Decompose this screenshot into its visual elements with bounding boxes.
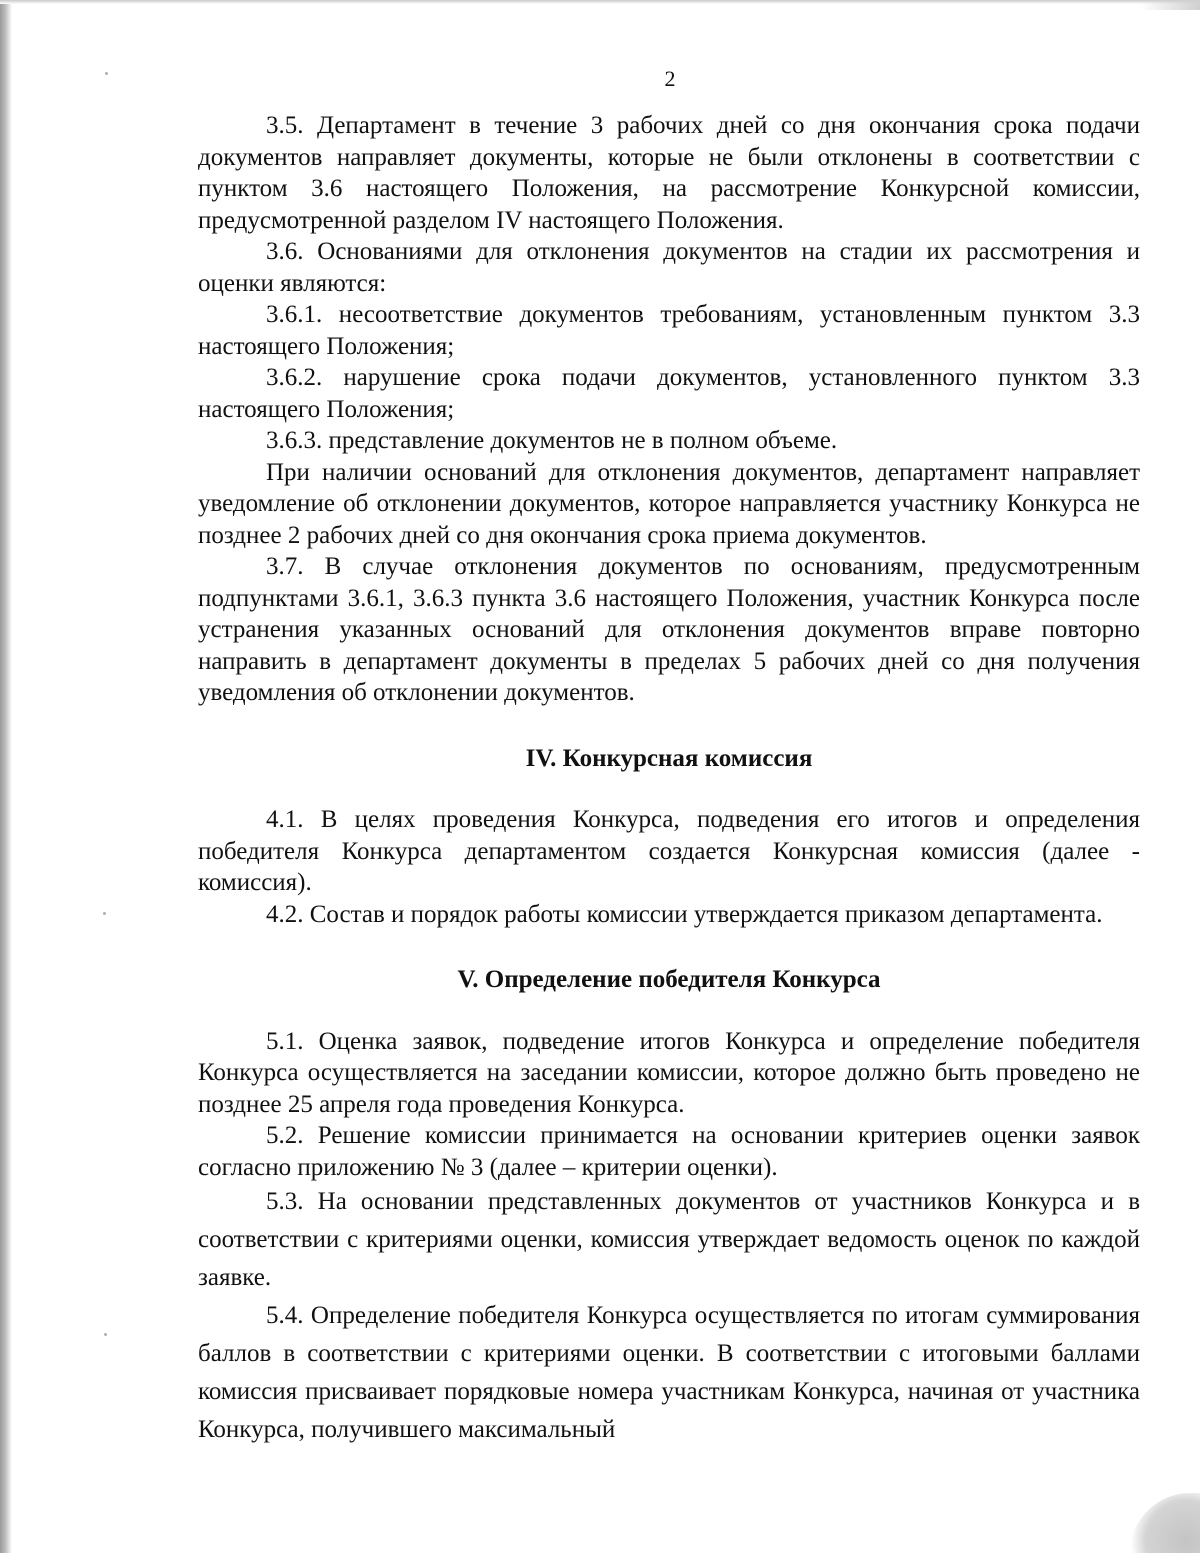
paragraph-3-7: 3.7. В случае отклонения документов по основаниям, предусмотренным подпунктами 3.6.1, 3.6.3 пункта 3.6 настоящего Положения, участник Конкурса после устранения указанных оснований для отклонения документов вправе повторно направить в департамент документы в пределах 5 рабочих дней со дня получения уведомления об отклонении документов.	[198, 553, 1140, 706]
spacer	[198, 996, 1140, 1026]
scan-blot	[1130, 1493, 1200, 1553]
spacer	[198, 709, 1140, 743]
paragraph-rejection-notice: При наличии оснований для отклонения документов, департамент направляет уведомление об отклонении документов, которое направляется участнику Конкурса не позднее 2 рабочих дней со дня окончания срока приема документов.	[198, 458, 1140, 549]
paragraph-3-6-2: 3.6.2. нарушение срока подачи документов, установленного пунктом 3.3 настоящего Положения;	[198, 364, 1140, 423]
paragraph-3-5: 3.5. Департамент в течение 3 рабочих дней со дня окончания срока подачи документов направляет документы, которые не были отклонены в соответствии с пунктом 3.6 настоящего Положения, на рассмотрение Конкурсной комиссии, предусмотренной разделом IV настоящего Положения.	[198, 112, 1140, 234]
page-number: 2	[664, 66, 676, 91]
paragraph-3-6-1: 3.6.1. несоответствие документов требованиям, установленным пунктом 3.3 настоящего Положения;	[198, 301, 1140, 360]
section-heading-5: V. Определение победителя Конкурса	[457, 966, 881, 993]
paragraph-5-2: 5.2. Решение комиссии принимается на основании критериев оценки заявок согласно приложению № 3 (далее – критерии оценки).	[198, 1122, 1140, 1181]
scan-speck	[104, 1333, 107, 1336]
spacer	[198, 774, 1140, 804]
scan-edge-top	[0, 0, 1200, 4]
scan-corner-shadow	[1140, 0, 1200, 10]
paragraph-3-6-3: 3.6.3. представление документов не в полном объеме.	[266, 427, 838, 454]
section-heading-4: IV. Конкурсная комиссия	[525, 744, 813, 772]
paragraph-4-1: 4.1. В целях проведения Конкурса, подведения его итогов и определения победителя Конкурса департаментом создается Конкурсная комиссия (далее - комиссия).	[198, 806, 1140, 896]
paragraph-5-3: 5.3. На основании представленных документов от участников Конкурса и в соответствии с критериями оценки, комиссия утверждает ведомость оценок по каждой заявке.	[198, 1188, 1140, 1291]
document-body	[198, 110, 1140, 1449]
paragraph-5-4: 5.4. Определение победителя Конкурса осуществляется по итогам суммирования баллов в соответствии с критериями оценки. В соответствии с итоговыми баллами комиссия присваивает порядковые номера участникам Конкурса, начиная от участника Конкурса, получившего максимальный	[198, 1302, 1140, 1443]
paragraph-3-6: 3.6. Основаниями для отклонения документов на стадии их рассмотрения и оценки являются:	[198, 238, 1140, 297]
scan-speck	[103, 912, 106, 915]
spacer	[198, 930, 1140, 964]
paragraph-5-1: 5.1. Оценка заявок, подведение итогов Конкурса и определение победителя Конкурса осуществляется на заседании комиссии, которое должно быть проведено не позднее 25 апреля года проведения Конкурса.	[198, 1027, 1140, 1118]
paragraph-4-2: 4.2. Состав и порядок работы комиссии утверждается приказом департамента.	[266, 900, 1103, 928]
scan-edge-left	[0, 0, 12, 1553]
